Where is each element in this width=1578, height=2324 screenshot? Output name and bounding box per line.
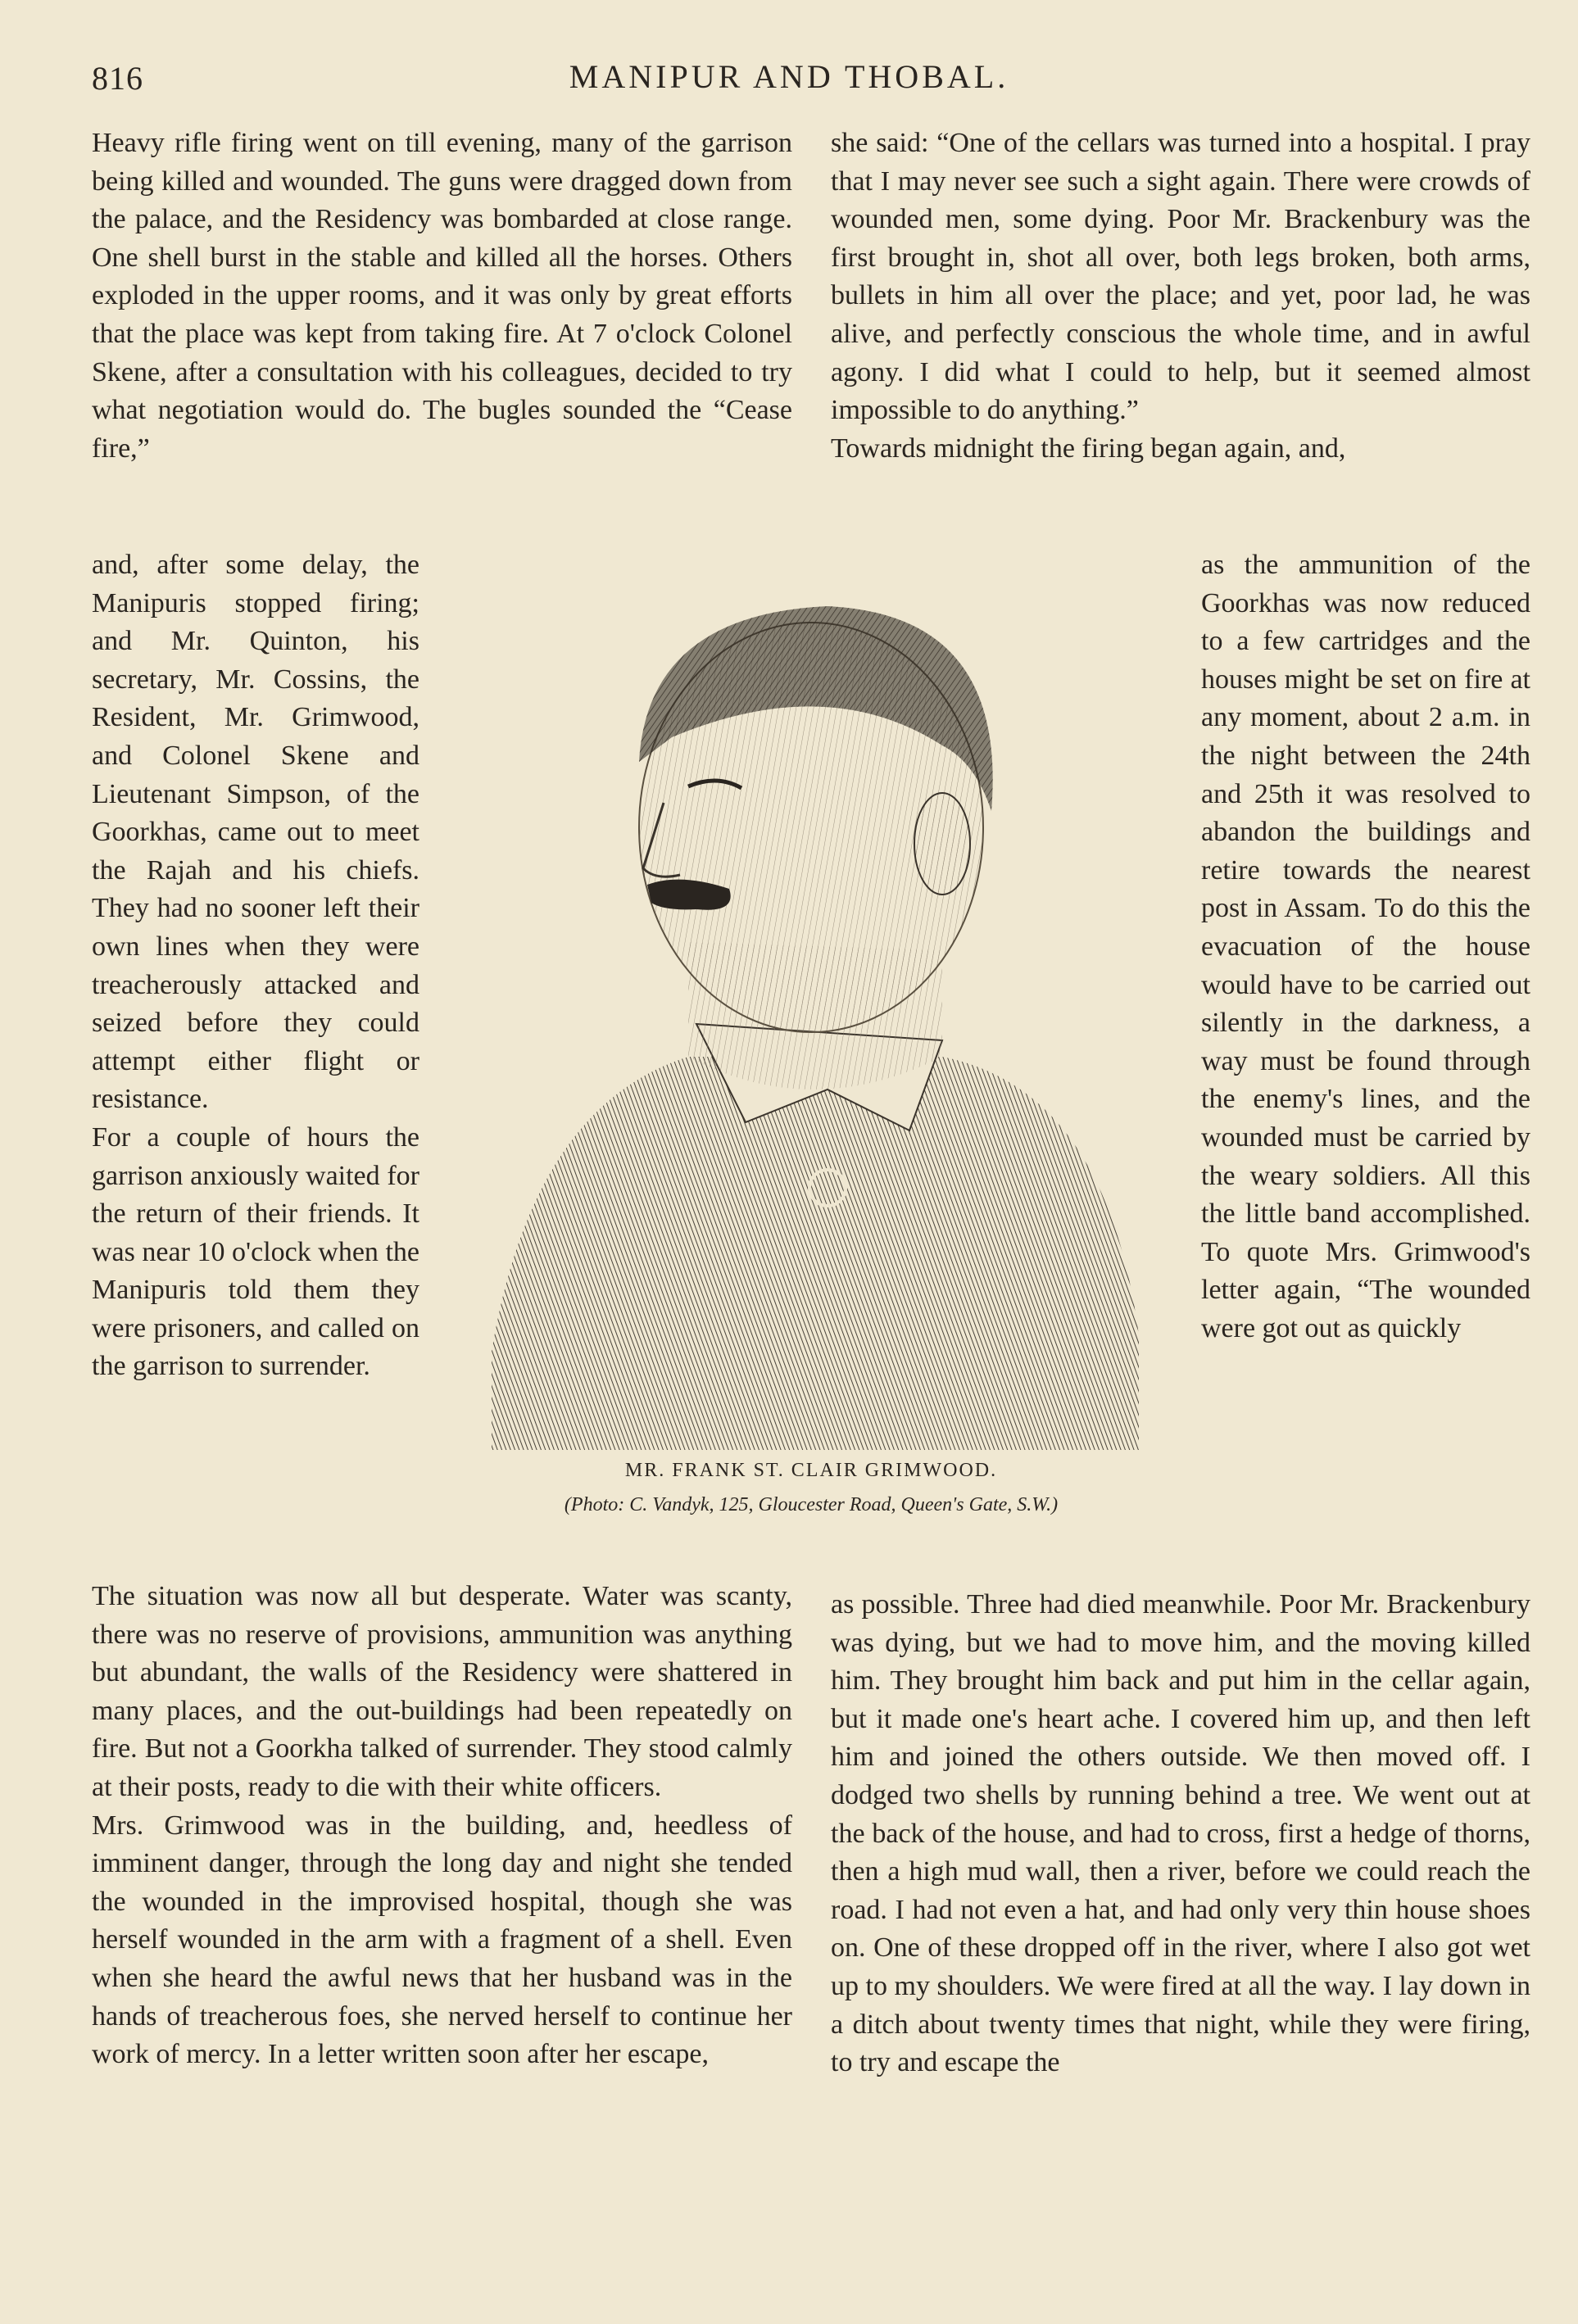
portrait-engraving	[483, 598, 1147, 1450]
paragraph: Heavy rifle firing went on till evening, many of the garrison being killed and wounded. The guns were dragged down from the palace, and the Residency was bombarded at close range. One shell burst in the stable and killed all the horses. Others exploded in the upper rooms, and it was only by great efforts that the place was kept from taking fire. At 7 o'clock Colonel Skene, after a consultation with his colleagues, decided to try what negotiation would do. The bugles sounded the “Cease fire,”	[92, 128, 792, 464]
portrait-illustration	[483, 598, 1147, 1450]
column-2-bottom-text	[831, 1586, 1530, 2082]
column-2-wrap-text	[1201, 546, 1530, 1348]
photo-credit: (Photo: C. Vandyk, 125, Gloucester Road, Queen's Gate, S.W.)	[564, 1494, 1059, 1515]
column-1-top-paragraph	[92, 125, 792, 468]
column-1-bottom-text	[92, 1578, 792, 2074]
page-number: 816	[92, 60, 143, 97]
running-head: MANIPUR AND THOBAL.	[569, 58, 1009, 95]
figure-caption: MR. FRANK ST. CLAIR GRIMWOOD.	[624, 1460, 998, 1481]
column-1-wrap-text	[92, 546, 419, 1386]
paragraph: Mrs. Grimwood was in the building, and, heedless of imminent danger, through the long day and night she tended the wounded in the improvised hospital, though she was herself wounded in the arm with a fragment of a shell. Even when she heard the awful news that her husband was in the hands of treacherous foes, she nerved herself to continue her work of mercy. In a letter written soon after her escape,	[92, 1810, 792, 2070]
paragraph: For a couple of hours the garrison anxiously waited for the return of their friends. It was near 10 o'clock when the Manipuris told them they were prisoners, and called on the garrison to surrender.	[92, 1121, 419, 1382]
paragraph: as possible. Three had died meanwhile. Poor Mr. Brackenbury was dying, but we had to move him, and the moving killed him. They brought him back and put him in the cellar again, but it made one's heart ache. I covered him up, and then left him and joined the others outside. We then moved off. I dodged two shells by running behind a tree. We went out at the back of the house, and had to cross, first a hedge of thorns, then a high mud wall, then a river, before we could reach the road. I had not even a hat, and had only very thin house shoes on. One of these dropped off in the river, where I also got wet up to my shoulders. We were fired at all the way. I lay down in a ditch about twenty times that night, while they were firing, to try and escape the	[831, 1589, 1530, 2078]
paragraph: Towards midnight the firing began again, and,	[831, 433, 1346, 464]
paragraph: she said: “One of the cellars was turned into a hospital. I pray that I may never see such a sight again. There were crowds of wounded men, some dying. Poor Mr. Brackenbury was the first brought in, shot all over, both legs broken, both arms, bullets in him all over the place; and yet, poor lad, he was alive, and perfectly conscious the whole time, and in awful agony. I did what I could to help, but it seemed almost impossible to do anything.”	[831, 128, 1530, 426]
paragraph: as the ammunition of the Goorkhas was now reduced to a few cartridges and the houses might be set on fire at any moment, about 2 a.m. in the night between the 24th and 25th it was resolved to abandon the buildings and retire towards the nearest post in Assam. To do this the evacuation of the house would have to be carried out silently in the darkness, a way must be found through the enemy's lines, and the wounded must be carried by the weary soldiers. All this the little band accomplished. To quote Mrs. Grimwood's letter again, “The wounded were got out as quickly	[1201, 550, 1530, 1343]
paragraph: and, after some delay, the Manipuris stopped firing; and Mr. Quinton, his secretary, Mr. Cossins, the Resident, Mr. Grimwood, and Colonel Skene and Lieutenant Simpson, of the Goorkhas, came out to meet the Rajah and his chiefs. They had no sooner left their own lines when they were treacherously attacked and seized before they could attempt either flight or resistance.	[92, 550, 419, 1115]
column-2-top-text	[831, 125, 1530, 468]
paragraph: The situation was now all but desperate. Water was scanty, there was no reserve of provisions, ammunition was anything but abundant, the walls of the Residency were shattered in many places, and the out-buildings had been repeatedly on fire. But not a Goorkha talked of surrender. They stood calmly at their posts, ready to die with their white officers.	[92, 1581, 792, 1802]
